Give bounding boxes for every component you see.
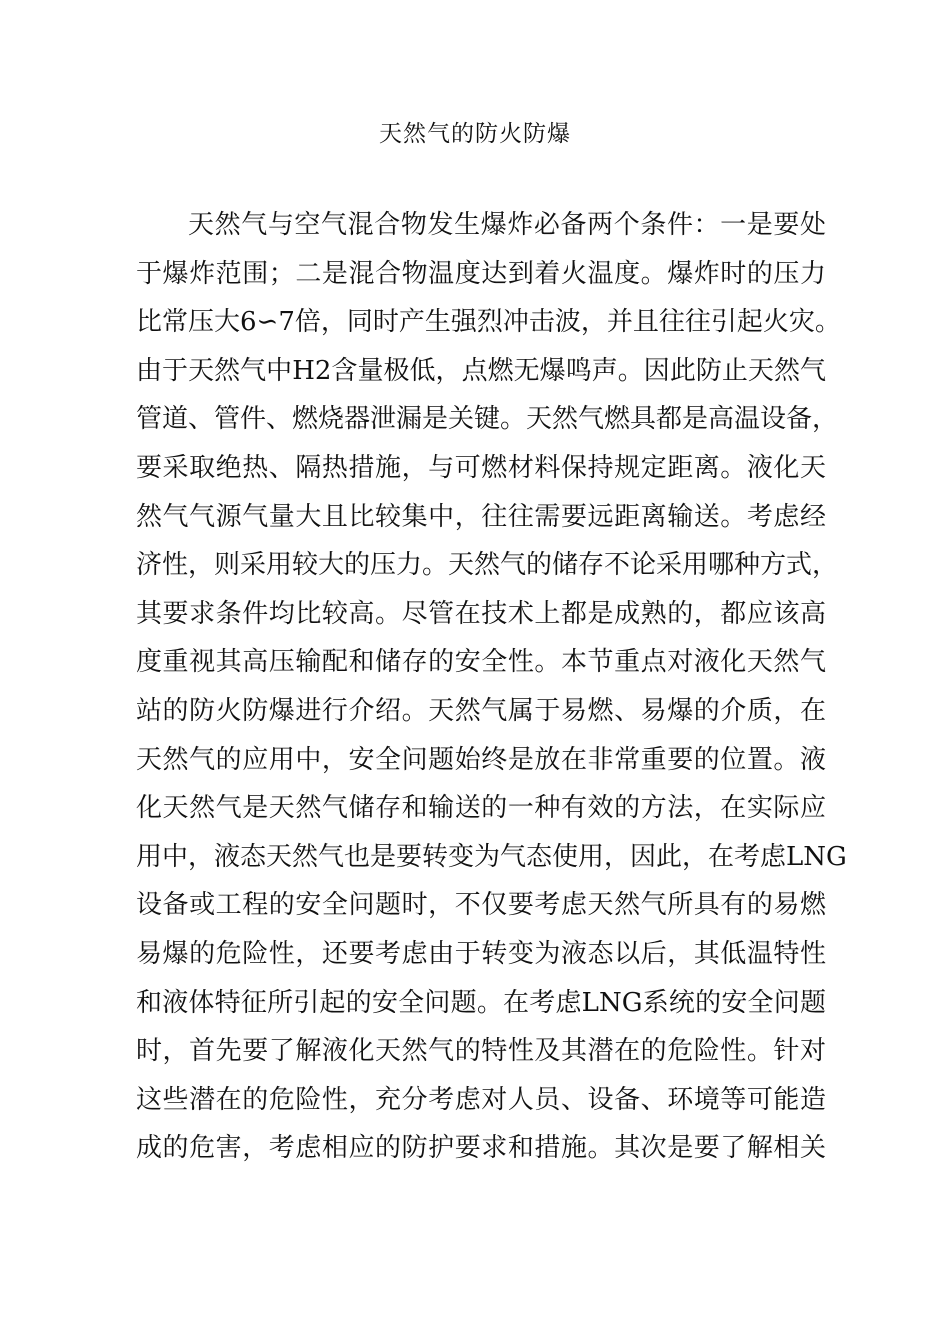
paragraph-line: 于爆炸范围；二是混合物温度达到着火温度。爆炸时的压力 <box>136 258 826 289</box>
paragraph-line: 这些潜在的危险性，充分考虑对人员、设备、环境等可能造 <box>136 1084 826 1115</box>
paragraph-line: 天然气的应用中，安全问题始终是放在非常重要的位置。液 <box>136 744 826 775</box>
paragraph-line: 成的危害，考虑相应的防护要求和措施。其次是要了解相关 <box>136 1133 826 1164</box>
paragraph-line: 用中，液态天然气也是要转变为气态使用，因此，在考虑LNG <box>136 841 847 872</box>
paragraph-line: 然气气源气量大且比较集中，往往需要远距离输送。考虑经 <box>136 501 826 532</box>
body-paragraph <box>136 205 847 1177</box>
paragraph-line: 时，首先要了解液化天然气的特性及其潜在的危险性。针对 <box>136 1036 826 1067</box>
paragraph-line: 天然气与空气混合物发生爆炸必备两个条件：一是要处 <box>188 210 826 240</box>
paragraph-line: 易爆的危险性，还要考虑由于转变为液态以后，其低温特性 <box>136 938 826 969</box>
paragraph-line: 站的防火防爆进行介绍。天然气属于易燃、易爆的介质，在 <box>136 695 826 726</box>
paragraph-line: 济性，则采用较大的压力。天然气的储存不论采用哪种方式， <box>136 550 839 581</box>
paragraph-line: 管道、管件、燃烧器泄漏是关键。天然气燃具都是高温设备， <box>136 404 839 435</box>
paragraph-line: 由于天然气中H2含量极低，点燃无爆鸣声。因此防止天然气 <box>136 355 826 386</box>
paragraph-line: 比常压大6∽7倍，同时产生强烈冲击波，并且往往引起火灾。 <box>136 307 841 338</box>
paragraph-line: 其要求条件均比较高。尽管在技术上都是成熟的，都应该高 <box>136 598 826 629</box>
paragraph-line: 和液体特征所引起的安全问题。在考虑LNG系统的安全问题 <box>136 987 826 1018</box>
paragraph-line: 化天然气是天然气储存和输送的一种有效的方法，在实际应 <box>136 793 826 824</box>
paragraph-line: 要采取绝热、隔热措施，与可燃材料保持规定距离。液化天 <box>136 452 826 483</box>
document-title: 天然气的防火防爆 <box>379 121 571 147</box>
paragraph-line: 设备或工程的安全问题时，不仅要考虑天然气所具有的易燃 <box>136 890 826 921</box>
paragraph-line: 度重视其高压输配和储存的安全性。本节重点对液化天然气 <box>136 647 826 678</box>
